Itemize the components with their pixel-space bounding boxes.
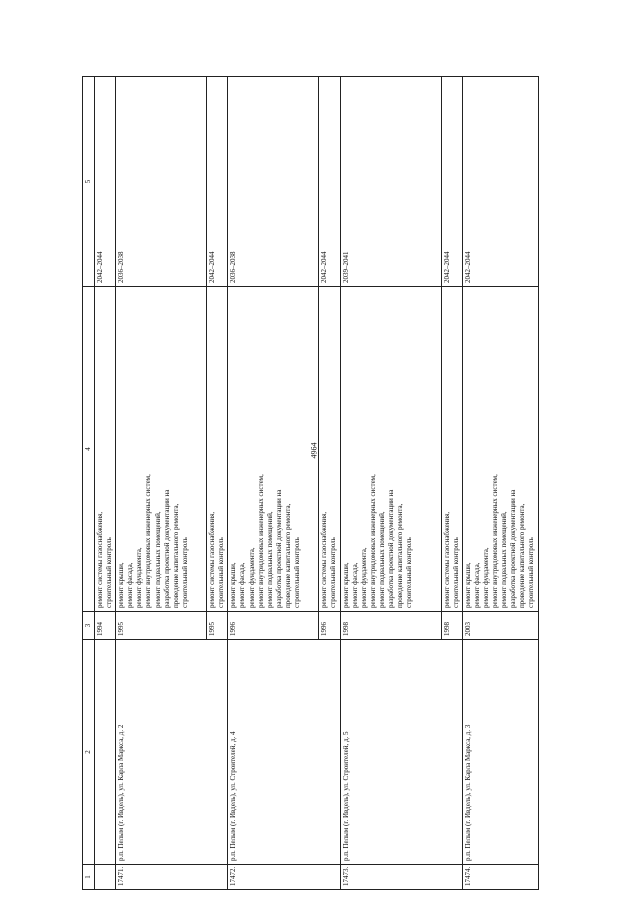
year-cell: 1995 xyxy=(116,612,207,640)
work-item: строительный контроль xyxy=(105,537,114,608)
work-item: разработка проектной документации на xyxy=(274,489,283,608)
work-item: ремонт фундамента, xyxy=(481,547,490,608)
work-item: разработка проектной документации на xyxy=(162,489,171,608)
year-cell: 1996 xyxy=(228,612,319,640)
works-cell xyxy=(319,287,340,612)
work-item: ремонт внутридомовых инженерных систем, xyxy=(256,474,265,608)
work-item: ремонт крыши, xyxy=(117,562,126,608)
work-item: ремонт подвальных помещений, xyxy=(377,511,386,608)
work-item: проведение капитального ремонта, xyxy=(518,503,527,608)
works-cell xyxy=(340,287,441,612)
row-number-cell: 17474. xyxy=(462,865,538,890)
period-cell: 2039–2041 xyxy=(340,77,441,287)
table-row xyxy=(116,77,207,890)
year-cell: 1995 xyxy=(207,612,228,640)
work-item: строительный контроль xyxy=(180,537,189,608)
work-item: проведение капитального ремонта, xyxy=(171,503,180,608)
row-number-cell: 17472. xyxy=(228,865,340,890)
year-cell: 2003 xyxy=(462,612,538,640)
row-number-cell: 17471. xyxy=(116,865,228,890)
work-item: ремонт фасада, xyxy=(350,562,359,608)
work-item: ремонт подвальных помещений, xyxy=(153,511,162,608)
table-row xyxy=(340,77,441,890)
work-item: ремонт крыши, xyxy=(463,562,472,608)
row-number-cell: 17473. xyxy=(340,865,462,890)
address-cell: р.п. Пелым (г. Ивдель), ул. Карла Маркса, д. 2 xyxy=(116,640,228,865)
period-cell: 2042–2044 xyxy=(95,77,116,287)
work-item: разработка проектной документации на xyxy=(509,489,518,608)
address-cell: р.п. Пелым (г. Ивдель), ул. Строителей, д. 4 xyxy=(228,640,340,865)
work-item: ремонт крыши, xyxy=(341,562,350,608)
work-item: разработка проектной документации на xyxy=(387,489,396,608)
period-cell: 2042–2044 xyxy=(319,77,340,287)
period-cell: 2036–2038 xyxy=(228,77,319,287)
repair-schedule-table xyxy=(82,76,539,890)
works-cell xyxy=(441,287,462,612)
work-item: ремонт фасада, xyxy=(238,562,247,608)
header-col-4: 4 xyxy=(83,287,95,612)
work-item: строительный контроль xyxy=(405,537,414,608)
work-item: ремонт фундамента, xyxy=(247,547,256,608)
work-item: ремонт подвальных помещений, xyxy=(500,511,509,608)
work-item: строительный контроль xyxy=(451,537,460,608)
work-item: ремонт внутридомовых инженерных систем, xyxy=(144,474,153,608)
header-col-5: 5 xyxy=(83,77,95,287)
header-col-2: 2 xyxy=(83,640,95,865)
work-item: ремонт фундамента, xyxy=(359,547,368,608)
year-cell: 1998 xyxy=(340,612,441,640)
works-cell xyxy=(228,287,319,612)
work-item: ремонт подвальных помещений, xyxy=(265,511,274,608)
table-row xyxy=(462,77,538,890)
work-item: ремонт фасада, xyxy=(126,562,135,608)
year-cell: 1998 xyxy=(441,612,462,640)
work-item: ремонт фасада, xyxy=(472,562,481,608)
header-col-1: 1 xyxy=(83,865,95,890)
table-row xyxy=(95,77,116,890)
work-item: строительный контроль xyxy=(293,537,302,608)
work-item: ремонт внутридомовых инженерных систем, xyxy=(491,474,500,608)
page-number: 4964 xyxy=(309,442,319,459)
work-item: строительный контроль xyxy=(217,537,226,608)
works-cell xyxy=(116,287,207,612)
work-item: ремонт системы газоснабжения, xyxy=(208,511,217,608)
header-row xyxy=(83,77,95,890)
work-item: ремонт системы газоснабжения, xyxy=(96,511,104,608)
work-item: строительный контроль xyxy=(527,537,536,608)
rotated-page xyxy=(82,77,603,890)
address-cell xyxy=(95,640,116,865)
address-cell: р.п. Пелым (г. Ивдель), ул. Карла Маркса, д. 3 xyxy=(462,640,538,865)
works-cell xyxy=(207,287,228,612)
row-number-cell xyxy=(95,865,116,890)
header-col-3: 3 xyxy=(83,612,95,640)
address-cell: р.п. Пелым (г. Ивдель), ул. Строителей, д. 5 xyxy=(340,640,462,865)
period-cell: 2036–2038 xyxy=(116,77,207,287)
period-cell: 2042–2044 xyxy=(462,77,538,287)
work-item: строительный контроль xyxy=(329,537,338,608)
table-row xyxy=(228,77,319,890)
work-item: проведение капитального ремонта, xyxy=(283,503,292,608)
work-item: ремонт внутридомовых инженерных систем, xyxy=(368,474,377,608)
period-cell: 2042–2044 xyxy=(441,77,462,287)
works-cell xyxy=(95,287,116,612)
work-item: ремонт крыши, xyxy=(229,562,238,608)
work-item: ремонт фундамента, xyxy=(135,547,144,608)
work-item: ремонт системы газоснабжения, xyxy=(320,511,329,608)
works-cell xyxy=(462,287,538,612)
work-item: проведение капитального ремонта, xyxy=(396,503,405,608)
work-item: ремонт системы газоснабжения, xyxy=(442,511,451,608)
year-cell: 1994 xyxy=(95,612,116,640)
year-cell: 1996 xyxy=(319,612,340,640)
period-cell: 2042–2044 xyxy=(207,77,228,287)
